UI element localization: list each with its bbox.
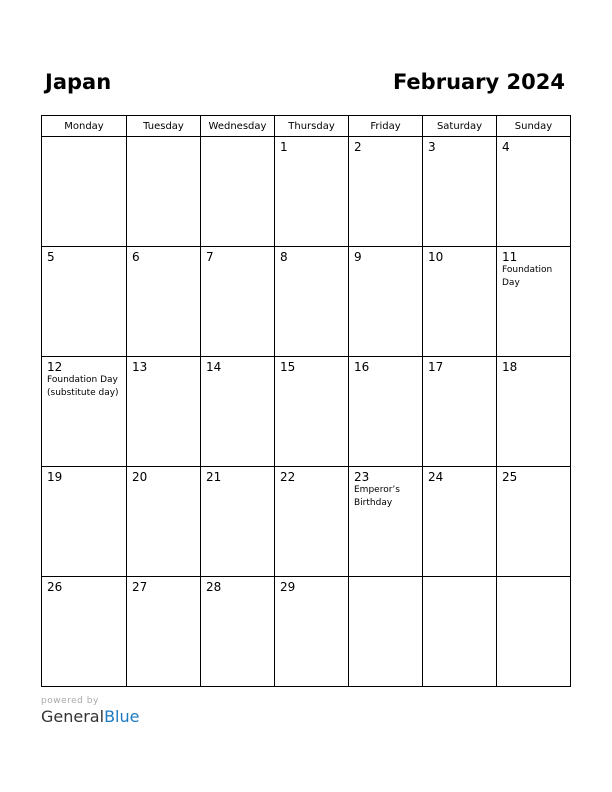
day-cell: [201, 467, 275, 577]
day-cell: [349, 137, 423, 247]
weekday-header-row: [42, 116, 571, 137]
calendar-grid: [41, 115, 571, 687]
day-number: 12: [47, 360, 63, 374]
day-number: 9: [354, 250, 362, 264]
weekday-header-sunday: Sunday: [497, 116, 571, 137]
day-cell: [349, 247, 423, 357]
weekday-header-tuesday: Tuesday: [127, 116, 201, 137]
day-cell: [497, 577, 571, 687]
day-cell: [423, 357, 497, 467]
day-number: [127, 137, 200, 140]
week-row: [42, 247, 571, 357]
month-title: February 2024: [392, 70, 565, 94]
brand-blue-text: Blue: [104, 707, 140, 726]
week-row: [42, 467, 571, 577]
day-cell: [42, 577, 127, 687]
day-number: 19: [47, 470, 63, 484]
day-number: 11: [502, 250, 518, 264]
powered-by-label: powered by: [41, 696, 99, 706]
weekday-header-thursday: Thursday: [275, 116, 349, 137]
day-cell: [42, 467, 127, 577]
day-cell: [497, 137, 571, 247]
day-cell: [497, 467, 571, 577]
day-number: 25: [502, 470, 518, 484]
day-number: 13: [132, 360, 148, 374]
day-number: 28: [206, 580, 222, 594]
day-cell: [201, 137, 275, 247]
day-number: 6: [132, 250, 140, 264]
day-number: 7: [206, 250, 214, 264]
day-cell: [275, 137, 349, 247]
day-number: 2: [354, 140, 362, 154]
day-number: 5: [47, 250, 55, 264]
day-cell: [127, 467, 201, 577]
country-title: Japan: [45, 70, 112, 94]
weekday-header-saturday: Saturday: [423, 116, 497, 137]
day-cell: [42, 357, 127, 467]
day-number: 26: [47, 580, 63, 594]
day-cell: [275, 247, 349, 357]
day-number: [423, 577, 496, 580]
day-number: 15: [280, 360, 296, 374]
day-number: 24: [428, 470, 444, 484]
holiday-label: Emperor’s Birthday: [354, 485, 400, 508]
holiday-label: Foundation Day (substitute day): [47, 375, 119, 398]
day-number: 4: [502, 140, 510, 154]
weekday-header-monday: Monday: [42, 116, 127, 137]
weekday-header-friday: Friday: [349, 116, 423, 137]
day-number: 21: [206, 470, 222, 484]
footer: [41, 696, 139, 726]
day-number: 23: [354, 470, 370, 484]
day-number: 20: [132, 470, 148, 484]
day-cell: [42, 247, 127, 357]
day-number: 16: [354, 360, 370, 374]
day-number: 17: [428, 360, 444, 374]
day-number: 3: [428, 140, 436, 154]
calendar-body: [42, 137, 571, 687]
day-number: [349, 577, 422, 580]
week-row: [42, 357, 571, 467]
day-cell: [201, 357, 275, 467]
day-cell: [423, 577, 497, 687]
brand-logo: [41, 707, 139, 726]
day-cell: [127, 577, 201, 687]
day-number: 8: [280, 250, 288, 264]
day-cell: [201, 577, 275, 687]
day-number: 29: [280, 580, 296, 594]
day-cell: [275, 357, 349, 467]
day-cell: [127, 137, 201, 247]
day-number: 10: [428, 250, 444, 264]
day-cell: [275, 577, 349, 687]
weekday-header-wednesday: Wednesday: [201, 116, 275, 137]
day-cell: [127, 247, 201, 357]
day-number: [201, 137, 274, 140]
day-number: 22: [280, 470, 296, 484]
day-cell: [42, 137, 127, 247]
day-cell: [423, 137, 497, 247]
day-number: [42, 137, 126, 140]
day-cell: [349, 577, 423, 687]
day-cell: [497, 247, 571, 357]
day-cell: [201, 247, 275, 357]
day-cell: [349, 467, 423, 577]
day-number: 27: [132, 580, 148, 594]
day-number: 14: [206, 360, 222, 374]
day-number: 18: [502, 360, 518, 374]
week-row: [42, 577, 571, 687]
day-number: [497, 577, 570, 580]
day-cell: [497, 357, 571, 467]
day-cell: [423, 247, 497, 357]
week-row: [42, 137, 571, 247]
holiday-label: Foundation Day: [502, 265, 553, 288]
day-cell: [275, 467, 349, 577]
day-cell: [423, 467, 497, 577]
brand-general-text: General: [41, 707, 105, 726]
day-number: 1: [280, 140, 288, 154]
day-cell: [127, 357, 201, 467]
day-cell: [349, 357, 423, 467]
